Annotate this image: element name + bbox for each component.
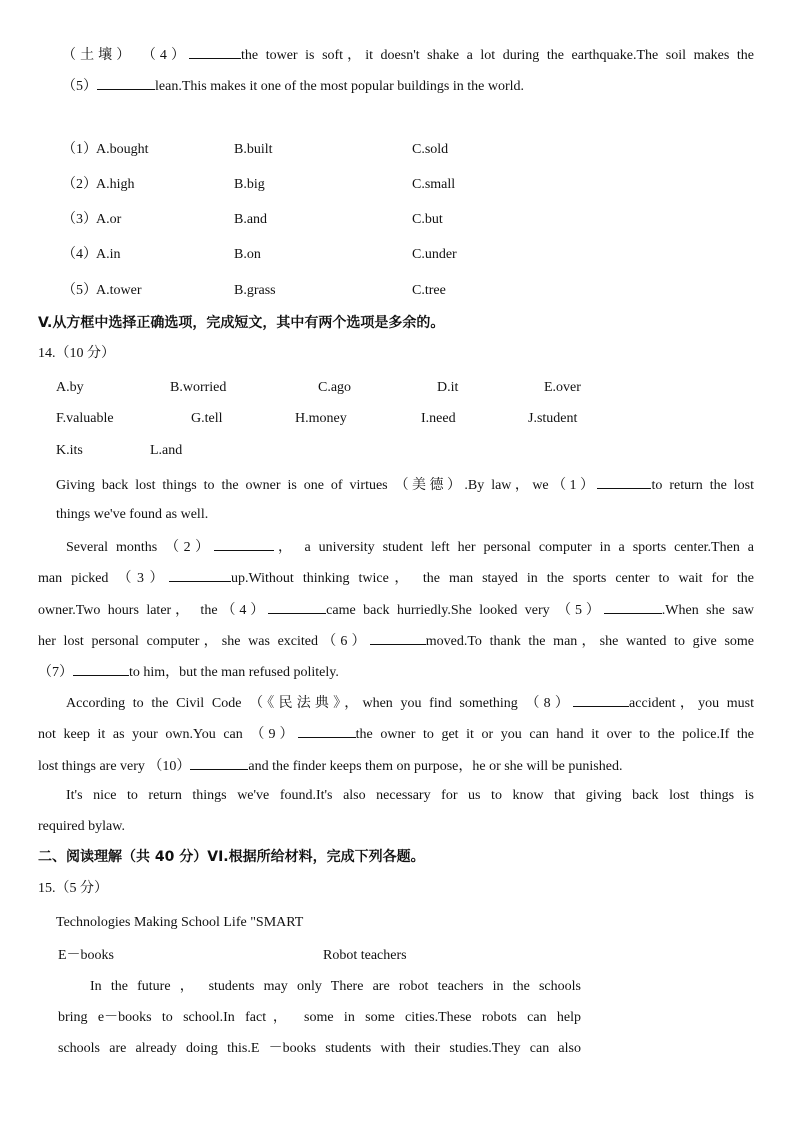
text-run: the owner to get it or you can hand it over to the police.If the xyxy=(355,727,755,742)
answer-blank-2 xyxy=(214,536,274,551)
passage14-line: things we've found as well. xyxy=(56,507,209,522)
text-run: up.Without thinking twice， the man stayed in the sports center to wait for the xyxy=(230,571,754,586)
section-heading-part2: 二、阅读理解（共 40 分）VI.根据所给材料，完成下列各题。 xyxy=(38,849,425,865)
answer-blank-3 xyxy=(169,567,231,582)
passage14-line: required bylaw. xyxy=(38,819,125,834)
text-run: Several months （2） xyxy=(66,540,214,555)
text-run: .When she saw xyxy=(661,603,754,618)
word-option: C.ago xyxy=(318,380,352,395)
passage15-title: Technologies Making School Life "SMART xyxy=(56,915,304,930)
answer-blank-5 xyxy=(97,75,155,90)
option-a: A.tower xyxy=(96,283,142,298)
text-run: accident，you must xyxy=(629,696,754,711)
text-run: lost things are very （10） xyxy=(38,759,191,774)
passage15-col2-heading: Robot teachers xyxy=(323,948,407,963)
text-run: came back hurriedly.She looked very （5） xyxy=(326,603,604,618)
word-option: A.by xyxy=(56,380,84,395)
text-run: to return the lost xyxy=(651,478,754,493)
passage-line-1-pre: （土壤） （4） xyxy=(62,48,190,63)
passage14-line xyxy=(38,567,754,589)
passage-line-2-post: lean.This makes it one of the most popular buildings in the world. xyxy=(155,79,524,94)
answer-blank-7 xyxy=(73,661,129,676)
passage15-line: In the future ， students may only There are robot teachers in the schools xyxy=(90,979,581,994)
text-run: moved.To thank the man，she wanted to give some xyxy=(425,634,754,649)
word-option: L.and xyxy=(150,443,183,458)
answer-blank-9 xyxy=(298,723,356,738)
question-number-14: 14.（10 分） xyxy=(38,346,115,361)
section-heading-v: V.从方框中选择正确选项，完成短文，其中有两个选项是多余的。 xyxy=(38,315,445,331)
word-option: I.need xyxy=(421,411,456,426)
word-option: B.worried xyxy=(170,380,227,395)
option-a: A.or xyxy=(96,212,122,227)
answer-blank-6 xyxy=(370,630,426,645)
option-number: （3） xyxy=(62,212,97,227)
answer-blank-4 xyxy=(189,44,241,59)
option-c: C.but xyxy=(412,212,443,227)
option-a: A.high xyxy=(96,177,135,192)
passage14-line: It's nice to return things we've found.It's also necessary for us to know that giving back lost things is xyxy=(66,788,754,803)
text-run: ， a university student left her personal computer in a sports center.Then a xyxy=(273,540,754,555)
option-c: C.sold xyxy=(412,142,449,157)
text-run: her lost personal computer，she was excited（6） xyxy=(38,634,370,649)
text-run: not keep it as your own.You can （9） xyxy=(38,727,298,742)
text-run: man picked （3） xyxy=(38,571,169,586)
passage14-line xyxy=(66,692,754,714)
passage-line-2 xyxy=(62,75,524,97)
word-option: J.student xyxy=(528,411,578,426)
option-number: （4） xyxy=(62,247,97,262)
word-option: F.valuable xyxy=(56,411,114,426)
option-b: B.grass xyxy=(234,283,276,298)
text-run: to him，but the man refused politely. xyxy=(129,665,339,680)
text-run: （7） xyxy=(38,665,73,680)
passage14-line xyxy=(38,630,754,652)
word-option: E.over xyxy=(544,380,581,395)
word-option: H.money xyxy=(295,411,347,426)
passage15-col1-heading: E－books xyxy=(58,948,114,963)
option-c: C.small xyxy=(412,177,456,192)
passage14-line xyxy=(38,599,754,621)
option-a: A.in xyxy=(96,247,121,262)
text-run: Giving back lost things to the owner is one of virtues （美德）.By law，we（1） xyxy=(56,478,598,493)
passage14-line xyxy=(56,474,754,496)
text-run: According to the Civil Code （《民法典》，when you find something （8） xyxy=(66,696,574,711)
option-b: B.on xyxy=(234,247,261,262)
answer-blank-1 xyxy=(597,474,651,489)
question-number-15: 15.（5 分） xyxy=(38,881,108,896)
answer-blank-5b xyxy=(604,599,662,614)
option-c: C.under xyxy=(412,247,457,262)
passage15-line: schools are already doing this.E －books students with their studies.They can also xyxy=(58,1041,581,1056)
text-run: owner.Two hours later， the（4） xyxy=(38,603,269,618)
answer-blank-8 xyxy=(573,692,629,707)
passage14-line xyxy=(66,536,754,558)
passage14-line xyxy=(38,661,339,683)
option-number: （2） xyxy=(62,177,97,192)
word-option: D.it xyxy=(437,380,459,395)
option-c: C.tree xyxy=(412,283,446,298)
option-a: A.bought xyxy=(96,142,149,157)
answer-blank-10 xyxy=(190,755,248,770)
text-run: and the finder keeps them on purpose，he or she will be punished. xyxy=(248,759,623,774)
word-option: K.its xyxy=(56,443,83,458)
option-b: B.built xyxy=(234,142,273,157)
passage15-line: bring e－books to school.In fact， some in some cities.These robots can help xyxy=(58,1010,581,1025)
option-number: （5） xyxy=(62,283,97,298)
option-number: （1） xyxy=(62,142,97,157)
word-option: G.tell xyxy=(191,411,223,426)
passage-line-1 xyxy=(62,44,754,66)
passage-line-1-post: the tower is soft，it doesn't shake a lot during the earthquake.The soil makes the xyxy=(241,48,755,63)
option-b: B.and xyxy=(234,212,268,227)
option-b: B.big xyxy=(234,177,265,192)
answer-blank-4b xyxy=(268,599,326,614)
passage-line-2-pre: （5） xyxy=(62,79,97,94)
passage14-line xyxy=(38,723,754,745)
passage14-line xyxy=(38,755,622,777)
